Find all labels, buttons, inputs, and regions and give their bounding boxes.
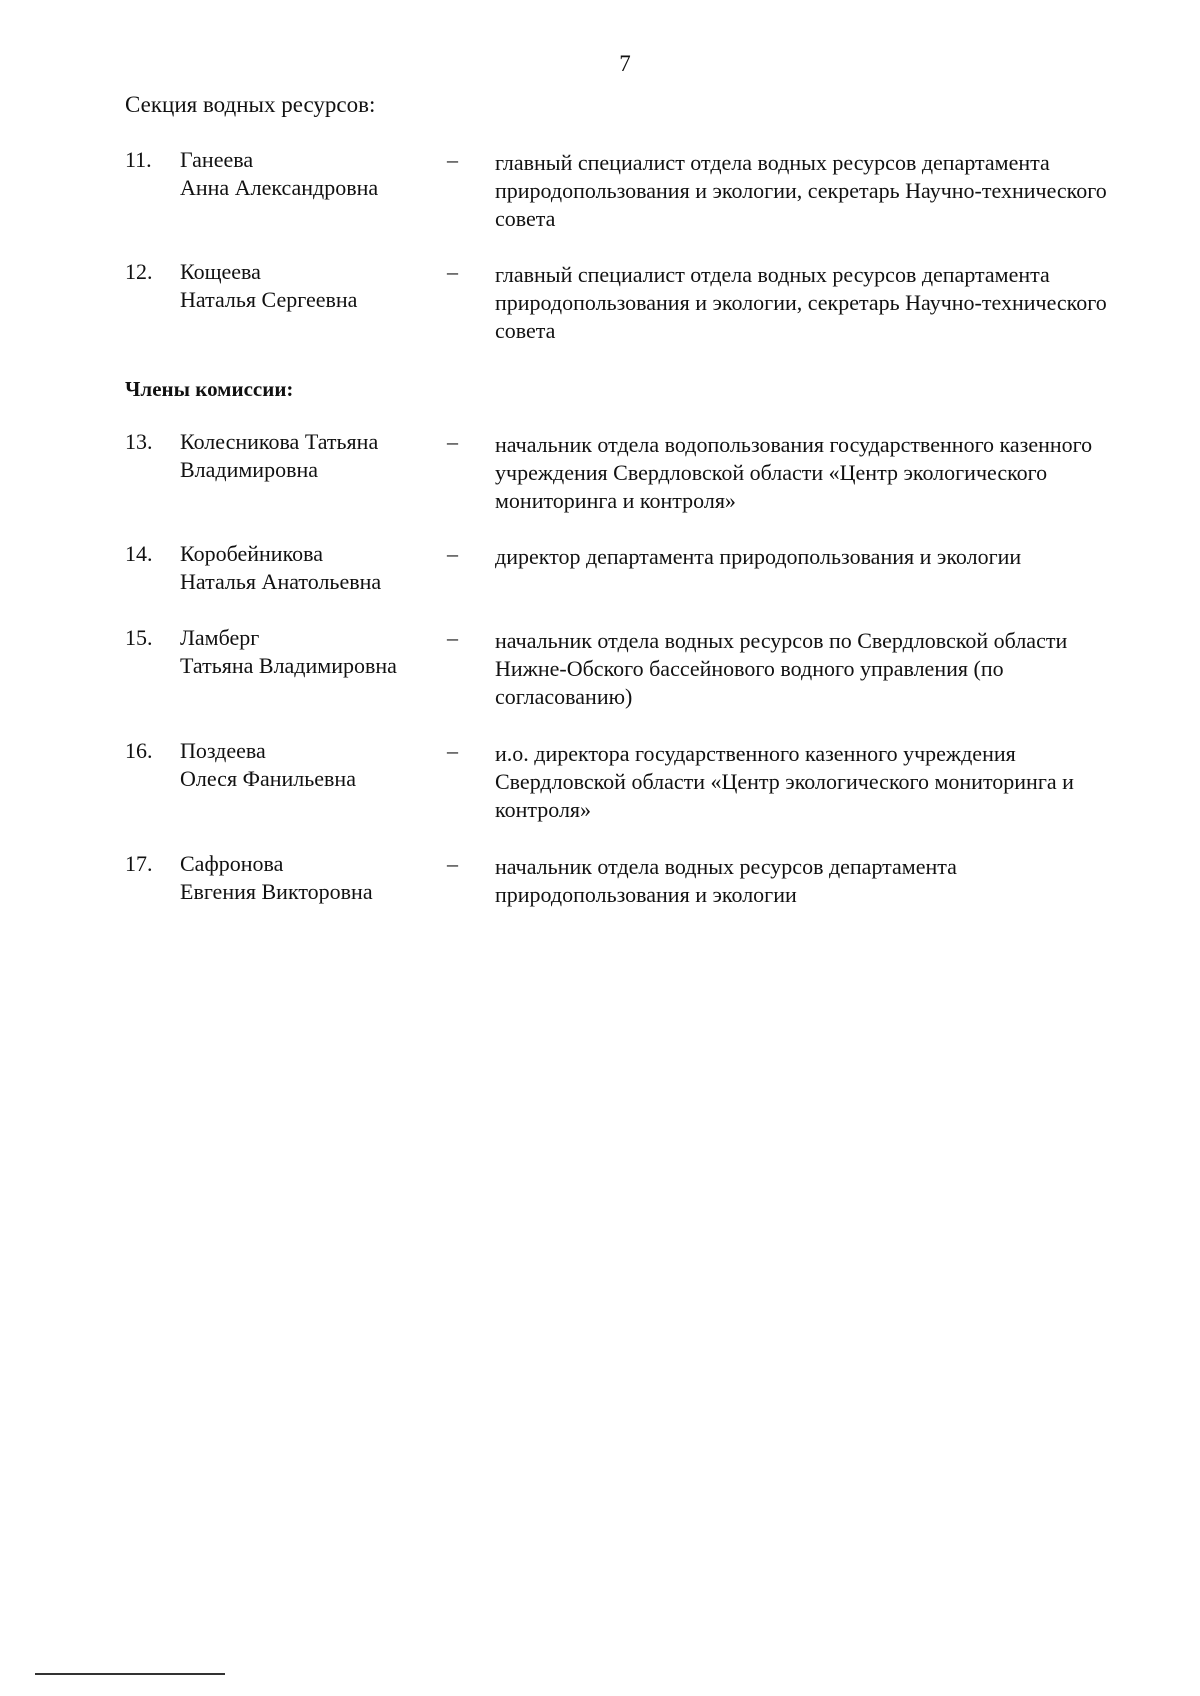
member-surname: Коробейникова xyxy=(180,541,323,566)
member-position: начальник отдела водных ресурсов департамента природопользования и экологии xyxy=(495,854,957,907)
member-entry xyxy=(125,428,1125,518)
footer-rule xyxy=(35,1673,225,1675)
member-entry xyxy=(125,737,1125,827)
member-position: главный специалист отдела водных ресурсов департамента природопользования и экологии, секретарь Научно-технического совета xyxy=(495,262,1107,343)
member-name xyxy=(180,428,440,484)
entry-number: 14. xyxy=(125,541,153,566)
entry-dash: – xyxy=(447,259,458,284)
member-given-names: Наталья Анатольевна xyxy=(180,569,382,594)
section-heading: Секция водных ресурсов: xyxy=(125,92,376,117)
member-surname: Колесникова Татьяна xyxy=(180,429,379,454)
member-name xyxy=(180,540,440,596)
member-given-names: Анна Александровна xyxy=(180,175,379,200)
entry-dash: – xyxy=(447,851,458,876)
entry-dash: – xyxy=(447,541,458,566)
entry-dash: – xyxy=(447,147,458,172)
member-surname: Кощеева xyxy=(180,259,261,284)
member-surname: Сафронова xyxy=(180,851,284,876)
member-position: и.о. директора государственного казенного учреждения Свердловской области «Центр экологического мониторинга и контроля» xyxy=(495,741,1074,822)
page-number: 7 xyxy=(619,51,631,76)
entry-dash: – xyxy=(447,625,458,650)
member-given-names: Олеся Фанильевна xyxy=(180,766,356,791)
member-entry xyxy=(125,146,1125,236)
member-name xyxy=(180,146,440,202)
member-position: начальник отдела водопользования государственного казенного учреждения Свердловской области «Центр экологического мониторинга и контроля» xyxy=(495,432,1093,513)
member-given-names: Наталья Сергеевна xyxy=(180,287,358,312)
member-name xyxy=(180,737,440,793)
member-name xyxy=(180,258,440,314)
member-entry xyxy=(125,258,1125,348)
member-position: начальник отдела водных ресурсов по Свердловской области Нижне-Обского бассейнового водного управления (по согласованию) xyxy=(495,628,1068,709)
member-position: директор департамента природопользования и экологии xyxy=(495,544,1022,569)
entry-dash: – xyxy=(447,738,458,763)
entry-number: 15. xyxy=(125,625,153,650)
entry-number: 12. xyxy=(125,259,153,284)
entry-number: 17. xyxy=(125,851,153,876)
member-entry xyxy=(125,624,1125,714)
entry-number: 11. xyxy=(125,147,152,172)
member-surname: Ганеева xyxy=(180,147,254,172)
entry-dash: – xyxy=(447,429,458,454)
entry-number: 16. xyxy=(125,738,153,763)
member-given-names: Татьяна Владимировна xyxy=(180,653,397,678)
entry-number: 13. xyxy=(125,429,153,454)
member-name xyxy=(180,850,440,906)
member-entry xyxy=(125,850,1125,940)
member-surname: Поздеева xyxy=(180,738,266,763)
member-given-names: Владимировна xyxy=(180,457,319,482)
member-surname: Ламберг xyxy=(180,625,260,650)
member-entry xyxy=(125,540,1125,630)
member-position: главный специалист отдела водных ресурсов департамента природопользования и экологии, секретарь Научно-технического совета xyxy=(495,150,1107,231)
member-name xyxy=(180,624,440,680)
member-given-names: Евгения Викторовна xyxy=(180,879,373,904)
members-heading: Члены комиссии: xyxy=(125,377,294,401)
